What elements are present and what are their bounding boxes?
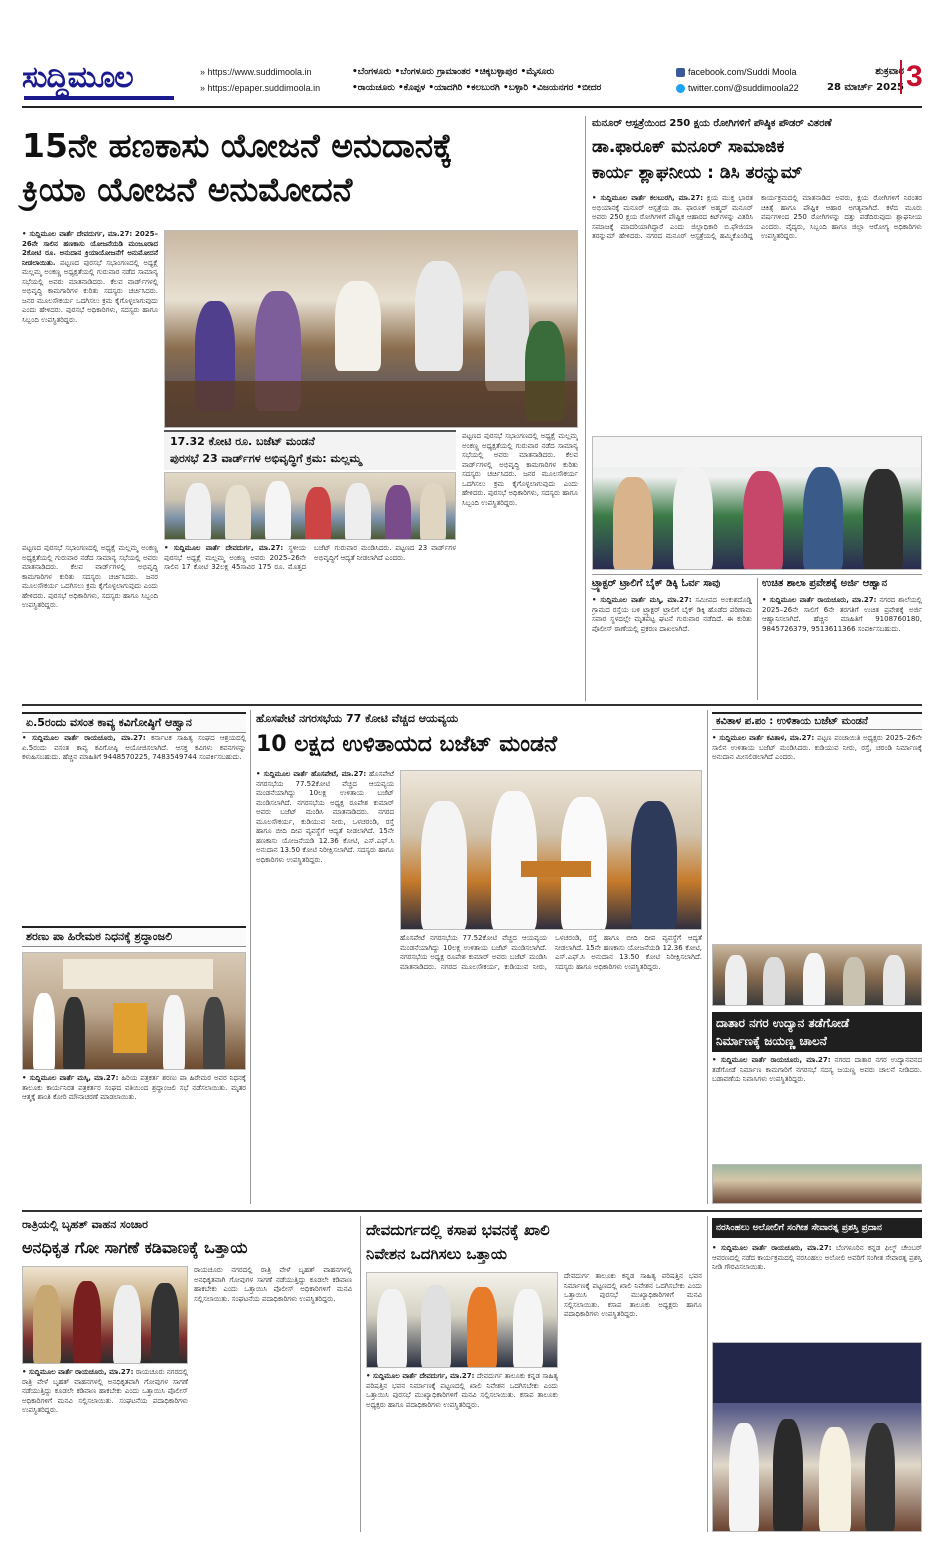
garden-headline-line1: ದಾತಾರ ನಗರ ಉದ್ಯಾನ ತಡೆಗೋಡೆ xyxy=(716,1016,850,1030)
kavitala-headline: ಕವಿತಾಳ ಪ.ಪಂ : ಉಳಿತಾಯ ಬಜೆಟ್ ಮಂಡನೆ xyxy=(712,712,922,730)
cattle-article-col2 xyxy=(194,1266,352,1532)
twitter-icon xyxy=(676,84,685,93)
kavitala-dateline: • ಸುದ್ದಿಮೂಲ ವಾರ್ತೆ ಕವಿತಾಳ, ಮಾ.27: xyxy=(712,734,815,742)
budget-kicker: 17.32 ಕೋಟಿ ರೂ. ಬಜೆಟ್ ಮಂಡನೆ xyxy=(170,435,315,448)
cattle-dateline: • ಸುದ್ದಿಮೂಲ ವಾರ್ತೆ ರಾಯಚೂರು, ಮಾ.27: xyxy=(22,1368,134,1376)
twitter-link[interactable]: twitter.com/@suddimoola22 xyxy=(688,83,799,93)
hospital-headline-line2: ಕಾರ್ಯ ಶ್ಲಾಘನೀಯ : ಡಿಸಿ ತರನ್ನುಮ್ xyxy=(592,163,803,183)
tractor-dateline: • ಸುದ್ದಿಮೂಲ ವಾರ್ತೆ ಮಸ್ಕಿ, ಮಾ.27: xyxy=(592,596,692,604)
cattle-headline: ಅನಧಿಕೃತ ಗೋ ಸಾಗಣೆ ಕಡಿವಾಣಕ್ಕೆ ಒತ್ತಾಯ xyxy=(22,1238,248,1257)
tribute-headline: ಶರಣು ಪಾ ಹಿರೇಮಠ ನಿಧನಕ್ಕೆ ಶ್ರದ್ಧಾಂಜಲಿ xyxy=(22,926,246,947)
editions-list xyxy=(352,64,672,96)
music-headline: ನರಸಿಂಹಲು ಅಲೋಲಿಗೆ ಸಂಗೀತ ಸೇವಾರತ್ನ ಪ್ರಶಸ್ತಿ ಪ್ರದಾನ xyxy=(712,1218,922,1238)
kasapa-headline-line2: ನಿವೇಶನ ಒದಗಿಸಲು ಒತ್ತಾಯ xyxy=(366,1245,507,1263)
budget-article xyxy=(164,544,456,674)
facebook-icon xyxy=(676,68,685,77)
hospet-photo xyxy=(400,770,702,930)
editions-line-1: •ಬೆಂಗಳೂರು •ಬೆಂಗಳೂರು ಗ್ರಾಮಾಂತರ •ಚಿಕ್ಕಬಳ್ಳಾಪುರ •ಮೈಸೂರು xyxy=(352,67,555,77)
school-headline: ಉಚಿತ ಶಾಲಾ ಪ್ರವೇಶಕ್ಕೆ ಅರ್ಜಿ ಆಹ್ವಾನ xyxy=(762,578,888,589)
music-photo xyxy=(712,1342,922,1532)
budget-headline: ಪುರಸಭೆ 23 ವಾರ್ಡ್‌ಗಳ ಅಭಿವೃದ್ಧಿಗೆ ಕ್ರಮ: ಮಲ್ಲಮ್ಮ xyxy=(170,452,362,465)
lead-body-continued: ಪಟ್ಟಣದ ಪುರಸಭೆ ಸಭಾಂಗಣದಲ್ಲಿ ಅಧ್ಯಕ್ಷೆ ಮಲ್ಲಮ್ಮ ಅಂಕಣ್ಣ ಅಧ್ಯಕ್ಷತೆಯಲ್ಲಿ ಗುರುವಾರ ನಡೆದ ಸಾಮಾನ್ಯ ಸಭೆಯಲ್ಲಿ ಅವರು ಮಾತನಾಡಿದರು. ಕೆಲವ ವಾರ್ಡ್‌ಗಳಲ್ಲಿ ಅಭಿವೃದ್ಧಿ ಕಾಮಗಾರಿಗಳ ಕುರಿತು ಸದಸ್ಯರು ಚರ್ಚಿಸಿದರು. ಜನರ ಮೂಲಸೌಕರ್ಯ ಒದಗಿಸಲು ಕ್ರಮ ಕೈಗೊಳ್ಳಲಾಗುವುದು ಎಂದು ಹೇಳಿದರು. ಪುರಸಭೆ ಅಧಿಕಾರಿಗಳು, ಸದಸ್ಯರು ಹಾಗೂ ಸಿಬ್ಬಂದಿ ಉಪಸ್ಥಿತರಿದ್ದರು. xyxy=(22,544,158,609)
lead-headline-line2: ಕ್ರಿಯಾ ಯೋಜನೆ ಅನುಮೋದನೆ xyxy=(22,170,353,209)
cattle-kicker: ರಾತ್ರಿಯಲ್ಲಿ ಬೃಹತ್ ವಾಹನ ಸಂಚಾರ xyxy=(22,1218,148,1231)
school-dateline: • ಸುದ್ದಿಮೂಲ ವಾರ್ತೆ ರಾಯಚೂರು, ಮಾ.27: xyxy=(762,596,877,604)
newspaper-logo: ಸುದ್ದಿಮೂಲ xyxy=(22,60,133,95)
hospital-article xyxy=(592,194,922,432)
hospet-body-continued: ಹೊಸಪೇಟೆ ನಗರಸಭೆಯ 77.52ಕೋಟಿ ವೆಚ್ಚದ ಆಯವ್ಯಯ ಮಂಡನೆಯಾಗಿದ್ದು 10ಲಕ್ಷ ಉಳಿತಾಯ ಬಜೆಟ್ ಮಂಡಿಸಲಾಗಿದೆ. ನಗರಸಭೆಯ ಅಧ್ಯಕ್ಷ ರೂಪೇಶ ಕುಮಾರ್ ಅವರು ಬಜೆಟ್ ಮಂಡಿಸಿ ಮಾತನಾಡಿದರು. ನಗರದ ಮೂಲಸೌಕರ್ಯ, ಕುಡಿಯುವ ನೀರು, ಒಳಚರಂಡಿ, ರಸ್ತೆ ಹಾಗೂ ಬೀದಿ ದೀಪ ವ್ಯವಸ್ಥೆಗೆ ಆದ್ಯತೆ ನೀಡಲಾಗಿದೆ. 15ನೇ ಹಣಕಾಸು ಯೋಜನೆಯಡಿ 12.36 ಕೋಟಿ, ಎಸ್.ಎಫ್.ಸಿ ಅನುದಾನ 13.50 ಕೋಟಿ ನಿರೀಕ್ಷಿಸಲಾಗಿದೆ. ಸದಸ್ಯರು ಹಾಗೂ ಅಧಿಕಾರಿಗಳು ಉಪಸ್ಥಿತರಿದ್ದರು. xyxy=(400,934,702,971)
lead-dateline: • ಸುದ್ದಿಮೂಲ ವಾರ್ತೆ ದೇವದುರ್ಗ, ಮಾ.27: xyxy=(22,230,133,238)
masthead xyxy=(22,58,922,108)
lead-article xyxy=(22,230,158,540)
lead-body: ಪಟ್ಟಣದ ಪುರಸಭೆ ಸಭಾಂಗಣದಲ್ಲಿ ಅಧ್ಯಕ್ಷೆ ಮಲ್ಲಮ್ಮ ಅಂಕಣ್ಣ ಅಧ್ಯಕ್ಷತೆಯಲ್ಲಿ ಗುರುವಾರ ನಡೆದ ಸಾಮಾನ್ಯ ಸಭೆಯಲ್ಲಿ ಅವರು ಮಾತನಾಡಿದರು. ಕೆಲವ ವಾರ್ಡ್‌ಗಳಲ್ಲಿ ಅಭಿವೃದ್ಧಿ ಕಾಮಗಾರಿಗಳ ಕುರಿತು ಸದಸ್ಯರು ಚರ್ಚಿಸಿದರು. ಜನರ ಮೂಲಸೌಕರ್ಯ ಒದಗಿಸಲು ಕ್ರಮ ಕೈಗೊಳ್ಳಲಾಗುವುದು ಎಂದು ಹೇಳಿದರು. ಪುರಸಭೆ ಅಧಿಕಾರಿಗಳು, ಸದಸ್ಯರು ಹಾಗೂ ಸಿಬ್ಬಂದಿ ಉಪಸ್ಥಿತರಿದ್ದರು. xyxy=(22,258,158,324)
issue-date xyxy=(827,64,904,96)
kasapa-headline xyxy=(366,1218,702,1266)
kasapa-photo xyxy=(366,1272,558,1368)
lead-intro: 2025–26ನೇ ಸಾಲಿನ ಹಣಕಾಸು ಯೋಜನೆಯಡಿ ಮಂಜೂರಾದ 2ಕೋಟಿ ರೂ. ಅನುದಾನ ಕ್ರಿಯಾಯೋಜನೆಗೆ ಅನುಮೋದನೆ ನೀಡಲಾಯಿತು. xyxy=(22,230,158,267)
kasapa-body: ದೇವದುರ್ಗ ತಾಲೂಕು ಕನ್ನಡ ಸಾಹಿತ್ಯ ಪರಿಷತ್ತಿನ ಭವನ ನಿರ್ಮಾಣಕ್ಕೆ ಪಟ್ಟಣದಲ್ಲಿ ಖಾಲಿ ನಿವೇಶನ ಒದಗಿಸಬೇಕು ಎಂದು ಒತ್ತಾಯಿಸಿ ಪುರಸಭೆ ಮುಖ್ಯಾಧಿಕಾರಿಗಳಿಗೆ ಮನವಿ ಸಲ್ಲಿಸಲಾಯಿತು. ಕಸಾಪ ತಾಲೂಕು ಅಧ್ಯಕ್ಷರು ಹಾಗೂ ಪದಾಧಿಕಾರಿಗಳು ಉಪಸ್ಥಿತರಿದ್ದರು. xyxy=(366,1372,558,1409)
poetry-dateline: • ಸುದ್ದಿಮೂಲ ವಾರ್ತೆ ರಾಯಚೂರು, ಮಾ.27: xyxy=(22,734,146,742)
social-links xyxy=(676,64,799,96)
kasapa-dateline: • ಸುದ್ದಿಮೂಲ ವಾರ್ತೆ ದೇವದುರ್ಗ, ಮಾ.27: xyxy=(366,1372,475,1380)
music-dateline: • ಸುದ್ದಿಮೂಲ ವಾರ್ತೆ ರಾಯಚೂರು, ಮಾ.27: xyxy=(712,1244,832,1252)
tribute-photo xyxy=(22,952,246,1070)
tribute-article xyxy=(22,1074,246,1200)
cattle-photo xyxy=(22,1266,188,1364)
lead-article-col3 xyxy=(462,432,578,694)
poetry-article xyxy=(22,734,246,920)
page-number: 3 xyxy=(900,60,922,94)
hospet-dateline: • ಸುದ್ದಿಮೂಲ ವಾರ್ತೆ ಹೊಸಪೇಟೆ, ಮಾ.27: xyxy=(256,770,367,778)
tractor-headline: ಟ್ರ್ಯಾಕ್ಟರ್ ಟ್ರಾಲಿಗೆ ಬೈಕ್ ಡಿಕ್ಕಿ ಓರ್ವ ಸಾವು xyxy=(592,578,721,589)
music-body: ಬೆಂಗಳೂರಿನ ಕನ್ನಡ ಫಿಲ್ಮ್ ಚೇಂಬರ್ ಆವರಣದಲ್ಲಿ ನಡೆದ ಕಾರ್ಯಕ್ರಮದಲ್ಲಿ ನರಸಿಂಹಲು ಅಲೋಲಿ ಅವರಿಗೆ ಸಂಗೀತ ಸೇವಾರತ್ನ ಪ್ರಶಸ್ತಿ ನೀಡಿ ಗೌರವಿಸಲಾಯಿತು. xyxy=(712,1244,922,1271)
logo-underline xyxy=(24,96,174,100)
cattle-body-col2: ರಾಯಚೂರು ನಗರದಲ್ಲಿ ರಾತ್ರಿ ವೇಳೆ ಬೃಹತ್ ವಾಹನಗಳಲ್ಲಿ ಅನಧಿಕೃತವಾಗಿ ಗೋವುಗಳ ಸಾಗಣೆ ನಡೆಯುತ್ತಿದ್ದು ಕೂಡಲೇ ಕಡಿವಾಣ ಹಾಕಬೇಕು ಎಂದು ಒತ್ತಾಯಿಸಿ ಪೊಲೀಸ್ ಅಧಿಕಾರಿಗಳಿಗೆ ಮನವಿ ಸಲ್ಲಿಸಲಾಯಿತು. ಸಂಘಟನೆಯ ಪದಾಧಿಕಾರಿಗಳು ಉಪಸ್ಥಿತರಿದ್ದರು. xyxy=(194,1266,352,1303)
budget-box-header xyxy=(164,430,456,470)
tribute-body: ಹಿರಿಯ ಪತ್ರಕರ್ತ ಶರಣು ಪಾ ಹಿರೇಮಠ ಅವರ ನಿಧನಕ್ಕೆ ತಾಲೂಕು ಕಾರ್ಯನಿರತ ಪತ್ರಕರ್ತರ ಸಂಘದ ವತಿಯಿಂದ ಶ್ರದ್ಧಾಂಜಲಿ ಸಭೆ ನಡೆಸಲಾಯಿತು. ಮೃತರ ಆತ್ಮಕ್ಕೆ ಶಾಂತಿ ಕೋರಿ ಮೌನಾಚರಣೆ ಮಾಡಲಾಯಿತು. xyxy=(22,1074,246,1101)
garden-headline-line2: ನಿರ್ಮಾಣಕ್ಕೆ ಜಯಣ್ಣ ಚಾಲನೆ xyxy=(716,1034,827,1048)
kasapa-body-col2: ದೇವದುರ್ಗ ತಾಲೂಕು ಕನ್ನಡ ಸಾಹಿತ್ಯ ಪರಿಷತ್ತಿನ ಭವನ ನಿರ್ಮಾಣಕ್ಕೆ ಪಟ್ಟಣದಲ್ಲಿ ಖಾಲಿ ನಿವೇಶನ ಒದಗಿಸಬೇಕು ಎಂದು ಒತ್ತಾಯಿಸಿ ಪುರಸಭೆ ಮುಖ್ಯಾಧಿಕಾರಿಗಳಿಗೆ ಮನವಿ ಸಲ್ಲಿಸಲಾಯಿತು. ಕಸಾಪ ತಾಲೂಕು ಅಧ್ಯಕ್ಷರು ಹಾಗೂ ಪದಾಧಿಕಾರಿಗಳು ಉಪಸ್ಥಿತರಿದ್ದರು. xyxy=(564,1272,702,1318)
website-link[interactable]: https://www.suddimoola.in xyxy=(207,67,312,77)
garden-photo xyxy=(712,1164,922,1204)
hospet-article-continued xyxy=(400,934,702,1200)
issue-date-text: 28 ಮಾರ್ಚ್ 2025 xyxy=(827,82,905,93)
cattle-body: ರಾಯಚೂರು ನಗರದಲ್ಲಿ ರಾತ್ರಿ ವೇಳೆ ಬೃಹತ್ ವಾಹನಗಳಲ್ಲಿ ಅನಧಿಕೃತವಾಗಿ ಗೋವುಗಳ ಸಾಗಣೆ ನಡೆಯುತ್ತಿದ್ದು ಕೂಡಲೇ ಕಡಿವಾಣ ಹಾಕಬೇಕು ಎಂದು ಒತ್ತಾಯಿಸಿ ಪೊಲೀಸ್ ಅಧಿಕಾರಿಗಳಿಗೆ ಮನವಿ ಸಲ್ಲಿಸಲಾಯಿತು. ಸಂಘಟನೆಯ ಪದಾಧಿಕಾರಿಗಳು ಉಪಸ್ಥಿತರಿದ್ದರು. xyxy=(22,1368,188,1414)
hospital-photo xyxy=(592,436,922,570)
lead-headline-line1: 15ನೇ ಹಣಕಾಸು ಯೋಜನೆ ಅನುದಾನಕ್ಕೆ xyxy=(22,126,453,165)
garden-headline xyxy=(712,1012,922,1052)
hospet-body: ಹೊಸಪೇಟೆ ನಗರಸಭೆಯ 77.52ಕೋಟಿ ವೆಚ್ಚದ ಆಯವ್ಯಯ ಮಂಡನೆಯಾಗಿದ್ದು 10ಲಕ್ಷ ಉಳಿತಾಯ ಬಜೆಟ್ ಮಂಡಿಸಲಾಗಿದೆ. ನಗರಸಭೆಯ ಅಧ್ಯಕ್ಷ ರೂಪೇಶ ಕುಮಾರ್ ಅವರು ಬಜೆಟ್ ಮಂಡಿಸಿ ಮಾತನಾಡಿದರು. ನಗರದ ಮೂಲಸೌಕರ್ಯ, ಕುಡಿಯುವ ನೀರು, ಒಳಚರಂಡಿ, ರಸ್ತೆ ಹಾಗೂ ಬೀದಿ ದೀಪ ವ್ಯವಸ್ಥೆಗೆ ಆದ್ಯತೆ ನೀಡಲಾಗಿದೆ. 15ನೇ ಹಣಕಾಸು ಯೋಜನೆಯಡಿ 12.36 ಕೋಟಿ, ಎಸ್.ಎಫ್.ಸಿ ಅನುದಾನ 13.50 ಕೋಟಿ ನಿರೀಕ್ಷಿಸಲಾಗಿದೆ. ಸದಸ್ಯರು ಹಾಗೂ ಅಧಿಕಾರಿಗಳು ಉಪಸ್ಥಿತರಿದ್ದರು. xyxy=(256,770,394,864)
hospet-article xyxy=(256,770,394,1200)
tractor-body: ಸಮೀಪದ ಅಂಕುಶದೊಡ್ಡಿ ಗ್ರಾಮದ ರಸ್ತೆಯ ಬಳಿ ಟ್ರ್ಯಾಕ್ಟರ್ ಟ್ರಾಲಿಗೆ ಬೈಕ್ ಡಿಕ್ಕಿ ಹೊಡೆದ ಪರಿಣಾಮ ಸವಾರ ಸ್ಥಳದಲ್ಲೇ ಮೃತಪಟ್ಟ ಘಟನೆ ಗುರುವಾರ ನಡೆದಿದೆ. ಈ ಕುರಿತು ಪೊಲೀಸ್ ಠಾಣೆಯಲ್ಲಿ ಪ್ರಕರಣ ದಾಖಲಾಗಿದೆ. xyxy=(592,596,752,633)
poetry-body: ಕರ್ನಾಟಕ ಸಾಹಿತ್ಯ ಸಂಘದ ಆಶ್ರಯದಲ್ಲಿ ಏ.5ರಂದು ವಸಂತ ಕಾವ್ಯ ಕವಿಗೋಷ್ಠಿ ಆಯೋಜಿಸಲಾಗಿದೆ. ಆಸಕ್ತ ಕವಿಗಳು ಕವನಗಳನ್ನು ಕಳುಹಿಸಬಹುದು. ಹೆಚ್ಚಿನ ಮಾಹಿತಿಗೆ 9448570225, 7483549744 ಸಂಪರ್ಕಿಸಬಹುದು. xyxy=(22,734,246,761)
hospital-headline xyxy=(592,134,922,186)
garden-body: ನಗರದ ದಾತಾರ ನಗರ ಉದ್ಯಾನವನದ ತಡೆಗೋಡೆ ನಿರ್ಮಾಣ ಕಾಮಗಾರಿಗೆ ನಗರಸಭೆ ಸದಸ್ಯ ಜಯಣ್ಣ ಅವರು ಚಾಲನೆ ನೀಡಿದರು. ಬಡಾವಣೆಯ ನಿವಾಸಿಗಳು ಉಪಸ್ಥಿತರಿದ್ದರು. xyxy=(712,1056,922,1083)
garden-article xyxy=(712,1056,922,1160)
tractor-article xyxy=(592,596,752,700)
lead-photo xyxy=(164,230,578,428)
tribute-dateline: • ಸುದ್ದಿಮೂಲ ವಾರ್ತೆ ಮಸ್ಕಿ, ಮಾ.27: xyxy=(22,1074,119,1082)
hospital-kicker: ಮನೂರ್ ಆಸ್ಪತ್ರೆಯಿಂದ 250 ಕ್ಷಯ ರೋಗಿಗಳಿಗೆ ಪೌಷ್ಠಿಕ ಪೌಡರ್ ವಿತರಣೆ xyxy=(592,118,832,129)
hospital-body: ಕ್ಷಯ ಮುಕ್ತ ಭಾರತ ಅಭಿಯಾನಕ್ಕೆ ಮನೂರ್ ಆಸ್ಪತ್ರೆಯ ಡಾ. ಫಾರೂಕ್ ಅಹ್ಮದ್ ಮನೂರ್ ಅವರು 250 ಕ್ಷಯ ರೋಗಿಗಳಿಗೆ ಪೌಷ್ಟಿಕ ಆಹಾರದ ಕಿಟ್‌ಗಳನ್ನು ವಿತರಿಸಿ ಸಮಾಜಕ್ಕೆ ಮಾದರಿಯಾಗಿದ್ದಾರೆ ಎಂದು ಜಿಲ್ಲಾಧಿಕಾರಿ ಬಿ.ಫೌಜಿಯಾ ತರನ್ನುಮ್ ಹೇಳಿದರು. ನಗರದ ಮನೂರ್ ಆಸ್ಪತ್ರೆಯಲ್ಲಿ ಹಮ್ಮಿಕೊಂಡಿದ್ದ ಕಾರ್ಯಕ್ರಮದಲ್ಲಿ ಮಾತನಾಡಿದ ಅವರು, ಕ್ಷಯ ರೋಗಿಗಳಿಗೆ ನಿರಂತರ ಚಿಕಿತ್ಸೆ ಹಾಗೂ ಪೌಷ್ಟಿಕ ಆಹಾರ ಅಗತ್ಯವಾಗಿದೆ. ಕಳೆದ ಮೂರು ವರ್ಷಗಳಿಂದ 250 ರೋಗಿಗಳನ್ನು ದತ್ತು ಪಡೆದಿರುವುದು ಶ್ಲಾಘನೀಯ ಎಂದರು. ವೈದ್ಯರು, ಸಿಬ್ಬಂದಿ ಹಾಗೂ ಜಿಲ್ಲಾ ಆರೋಗ್ಯ ಅಧಿಕಾರಿಗಳು ಉಪಸ್ಥಿತರಿದ್ದರು. xyxy=(592,194,922,240)
kasapa-article xyxy=(366,1372,558,1532)
kavitala-article xyxy=(712,734,922,940)
budget-dateline: • ಸುದ್ದಿಮೂಲ ವಾರ್ತೆ ದೇವದುರ್ಗ, ಮಾ.27: xyxy=(164,544,284,552)
hospet-headline: 10 ಲಕ್ಷದ ಉಳಿತಾಯದ ಬಜೆಟ್ ಮಂಡನೆ xyxy=(256,732,558,757)
budget-body: ಸ್ಥಳೀಯ ಪುರಸಭೆ ಅಧ್ಯಕ್ಷೆ ಮಲ್ಲಮ್ಮ ಅಂಕಣ್ಣ ಅವರು 2025–26ನೇ ಸಾಲಿನ 17 ಕೋಟಿ 32ಲಕ್ಷ 45ಸಾವಿರ 175 ರೂ. ಮೊತ್ತದ ಬಜೆಟ್ ಗುರುವಾರ ಮಂಡಿಸಿದರು. ಪಟ್ಟಣದ 23 ವಾರ್ಡ್‌ಗಳ ಅಭಿವೃದ್ಧಿಗೆ ಆದ್ಯತೆ ನೀಡಲಾಗಿದೆ ಎಂದರು. xyxy=(164,544,456,571)
lead-headline xyxy=(22,124,582,212)
hospital-dateline: • ಸುದ್ದಿಮೂಲ ವಾರ್ತೆ ಕಲಬುರಗಿ, ಮಾ.27: xyxy=(592,194,704,202)
epaper-link[interactable]: https://epaper.suddimoola.in xyxy=(207,83,321,93)
facebook-link[interactable]: facebook.com/Suddi Moola xyxy=(688,67,797,77)
budget-photo xyxy=(164,472,456,540)
kasapa-article-col2 xyxy=(564,1272,702,1532)
editions-line-2: •ರಾಯಚೂರು •ಕೊಪ್ಪಳ •ಯಾದಗಿರಿ •ಕಲಬುರಗಿ •ಬಳ್ಳಾರಿ •ವಿಜಯನಗರ •ಬೀದರ xyxy=(352,83,602,93)
poetry-headline: ಏ.5ರಂದು ವಸಂತ ಕಾವ್ಯ ಕವಿಗೋಷ್ಠಿಗೆ ಆಹ್ವಾನ xyxy=(22,712,246,733)
hospital-headline-line1: ಡಾ.ಫಾರೂಕ್ ಮನೂರ್ ಸಾಮಾಜಿಕ xyxy=(592,137,785,157)
hospet-kicker: ಹೊಸಪೇಟೆ ನಗರಸಭೆಯ 77 ಕೋಟಿ ವೆಚ್ಚದ ಆಯವ್ಯಯ xyxy=(256,712,459,725)
garden-dateline: • ಸುದ್ದಿಮೂಲ ವಾರ್ತೆ ರಾಯಚೂರು, ಮಾ.27: xyxy=(712,1056,831,1064)
school-body: ನಗರದ ಶಾಲೆಯಲ್ಲಿ 2025–26ನೇ ಸಾಲಿಗೆ 6ನೇ ತರಗತಿಗೆ ಉಚಿತ ಪ್ರವೇಶಕ್ಕೆ ಅರ್ಜಿ ಆಹ್ವಾನಿಸಲಾಗಿದೆ. ಹೆಚ್ಚಿನ ಮಾಹಿತಿಗೆ 9108760180, 9845726379, 9513611366 ಸಂಪರ್ಕಿಸಬಹುದು. xyxy=(762,596,922,633)
kasapa-headline-line1: ದೇವದುರ್ಗದಲ್ಲಿ ಕಸಾಪ ಭವನಕ್ಕೆ ಖಾಲಿ xyxy=(366,1221,550,1239)
cattle-article xyxy=(22,1368,188,1532)
lead-article-continued xyxy=(22,544,158,694)
school-article xyxy=(762,596,922,700)
music-article xyxy=(712,1244,922,1338)
kavitala-photo xyxy=(712,944,922,1006)
issue-day: ಶುಕ್ರವಾರ xyxy=(875,66,905,77)
kavitala-body: ಪಟ್ಟಣ ಪಂಚಾಯಿತಿ ಅಧ್ಯಕ್ಷರು 2025–26ನೇ ಸಾಲಿನ ಉಳಿತಾಯ ಬಜೆಟ್ ಮಂಡಿಸಿದರು. ಕುಡಿಯುವ ನೀರು, ರಸ್ತೆ, ಚರಂಡಿ ನಿರ್ಮಾಣಕ್ಕೆ ಅನುದಾನ ಮೀಸಲಿಡಲಾಗಿದೆ ಎಂದರು. xyxy=(712,734,922,761)
masthead-urls: » https://www.suddimoola.in » https://epaper.suddimoola.in xyxy=(200,67,321,93)
lead-body-col3: ಪಟ್ಟಣದ ಪುರಸಭೆ ಸಭಾಂಗಣದಲ್ಲಿ ಅಧ್ಯಕ್ಷೆ ಮಲ್ಲಮ್ಮ ಅಂಕಣ್ಣ ಅಧ್ಯಕ್ಷತೆಯಲ್ಲಿ ಗುರುವಾರ ನಡೆದ ಸಾಮಾನ್ಯ ಸಭೆಯಲ್ಲಿ ಅವರು ಮಾತನಾಡಿದರು. ಕೆಲವ ವಾರ್ಡ್‌ಗಳಲ್ಲಿ ಅಭಿವೃದ್ಧಿ ಕಾಮಗಾರಿಗಳ ಕುರಿತು ಸದಸ್ಯರು ಚರ್ಚಿಸಿದರು. ಜನರ ಮೂಲಸೌಕರ್ಯ ಒದಗಿಸಲು ಕ್ರಮ ಕೈಗೊಳ್ಳಲಾಗುವುದು ಎಂದು ಹೇಳಿದರು. ಪುರಸಭೆ ಅಧಿಕಾರಿಗಳು, ಸದಸ್ಯರು ಹಾಗೂ ಸಿಬ್ಬಂದಿ ಉಪಸ್ಥಿತರಿದ್ದರು. xyxy=(462,432,578,507)
